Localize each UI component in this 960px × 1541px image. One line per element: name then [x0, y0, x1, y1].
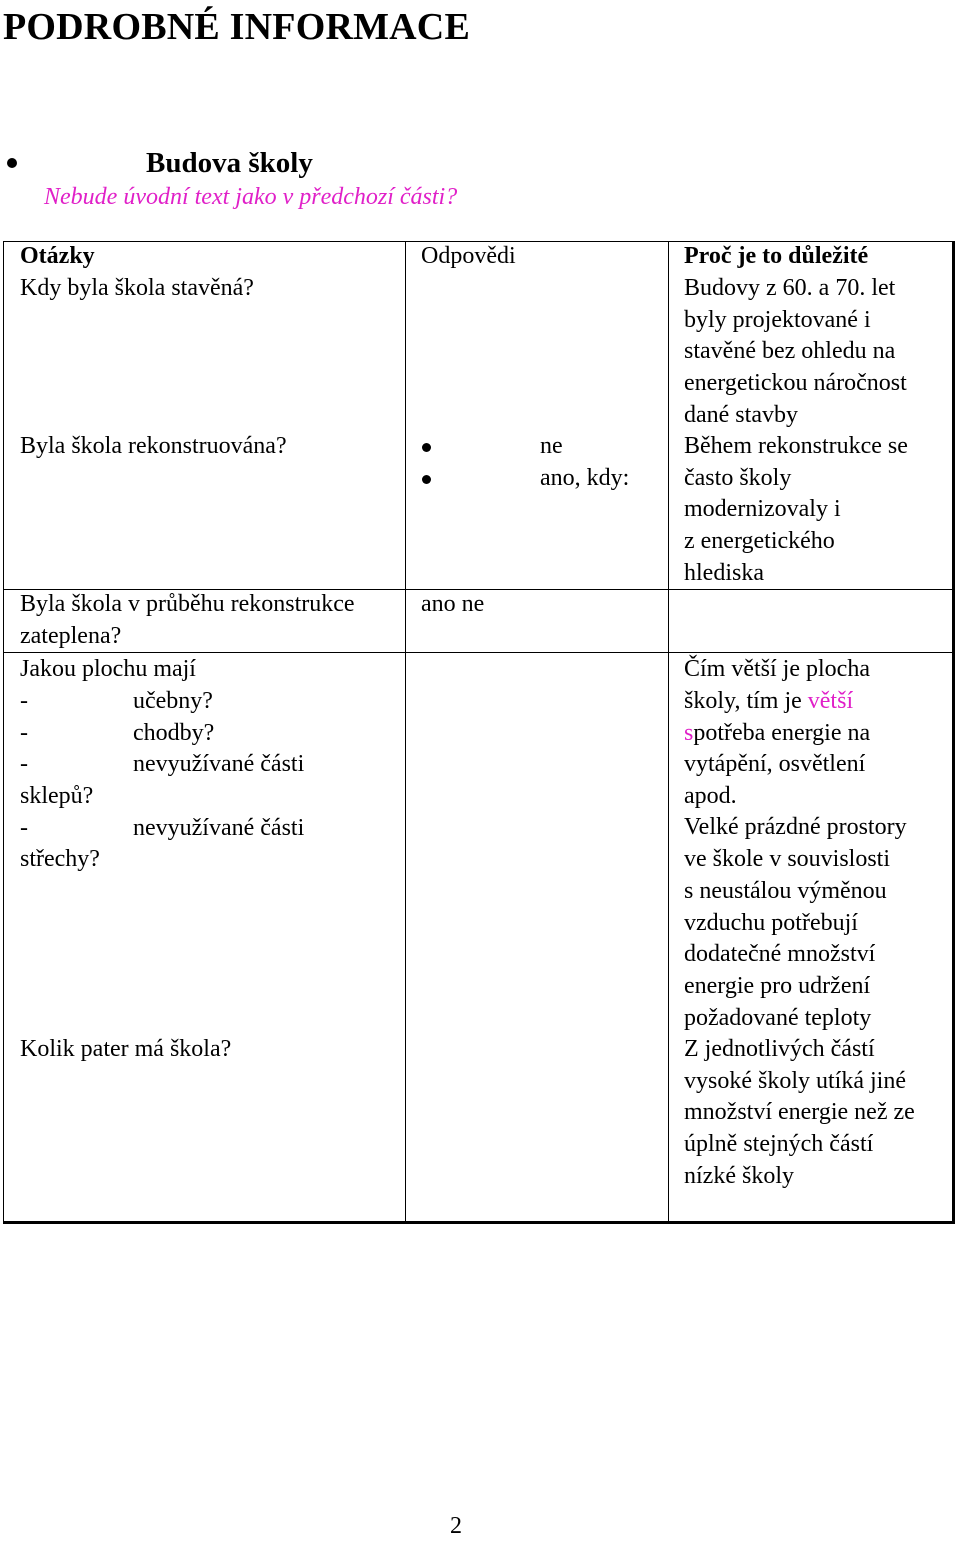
question-item: učebny?	[133, 688, 213, 714]
header-questions: Otázky	[20, 243, 95, 269]
question-cell: Byla škola rekonstruována?	[20, 433, 287, 459]
importance-cell: Budovy z 60. a 70. let byly projektované i stavěné bez ohledu na energetickou náročnost dané stavby	[684, 275, 907, 428]
bullet-icon	[7, 158, 17, 168]
dash-marker: -	[20, 688, 28, 714]
answer-option: ano, kdy:	[540, 465, 630, 491]
page-title: PODROBNÉ INFORMACE	[3, 6, 470, 48]
header-importance: Proč je to důležité	[684, 243, 869, 269]
importance-cell: vytápění, osvětlení apod. Velké prázdné prostory ve škole v souvislosti s neustálou výměnou vzduchu potřebují dodatečné množství energie pro udržení požadované teploty	[684, 751, 907, 1031]
importance-text: školy, tím je	[684, 688, 808, 714]
editor-note: Nebude úvodní text jako v předchozí části?	[44, 184, 458, 210]
question-item: chodby?	[133, 720, 215, 746]
header-answers: Odpovědi	[421, 243, 516, 269]
column-divider	[405, 241, 406, 1224]
dash-marker: -	[20, 815, 28, 841]
highlighted-text: s	[684, 720, 694, 746]
section-heading: Budova školy	[146, 147, 313, 179]
dash-marker: -	[20, 751, 28, 777]
highlighted-text: větší	[807, 688, 854, 714]
dash-marker: -	[20, 720, 28, 746]
importance-cell: Z jednotlivých částí vysoké školy utíká jiné množství energie než ze úplně stejných částí nízké školy	[684, 1036, 915, 1189]
question-item-continuation: sklepů?	[20, 783, 94, 809]
question-intro: Jakou plochu mají	[20, 656, 196, 682]
question-item: nevyužívané části	[133, 815, 305, 841]
page-number: 2	[450, 1513, 462, 1539]
column-divider	[668, 241, 669, 1224]
answer-option: ne	[540, 433, 563, 459]
question-item: nevyužívané části	[133, 751, 305, 777]
importance-text: potřeba energie na	[693, 720, 871, 746]
importance-line	[684, 718, 870, 750]
question-cell: Byla škola v průběhu rekonstrukce zateplena?	[20, 591, 355, 649]
question-item-continuation: střechy?	[20, 846, 100, 872]
importance-line	[684, 686, 853, 718]
bullet-icon	[422, 443, 431, 452]
bullet-icon	[422, 475, 431, 484]
question-cell: Kdy byla škola stavěná?	[20, 275, 254, 301]
question-cell: Kolik pater má škola?	[20, 1036, 232, 1062]
importance-line: Čím větší je plocha	[684, 656, 870, 682]
importance-cell: Během rekonstrukce se často školy modernizovaly i z energetického hlediska	[684, 433, 908, 586]
answer-cell: ano ne	[421, 591, 485, 617]
